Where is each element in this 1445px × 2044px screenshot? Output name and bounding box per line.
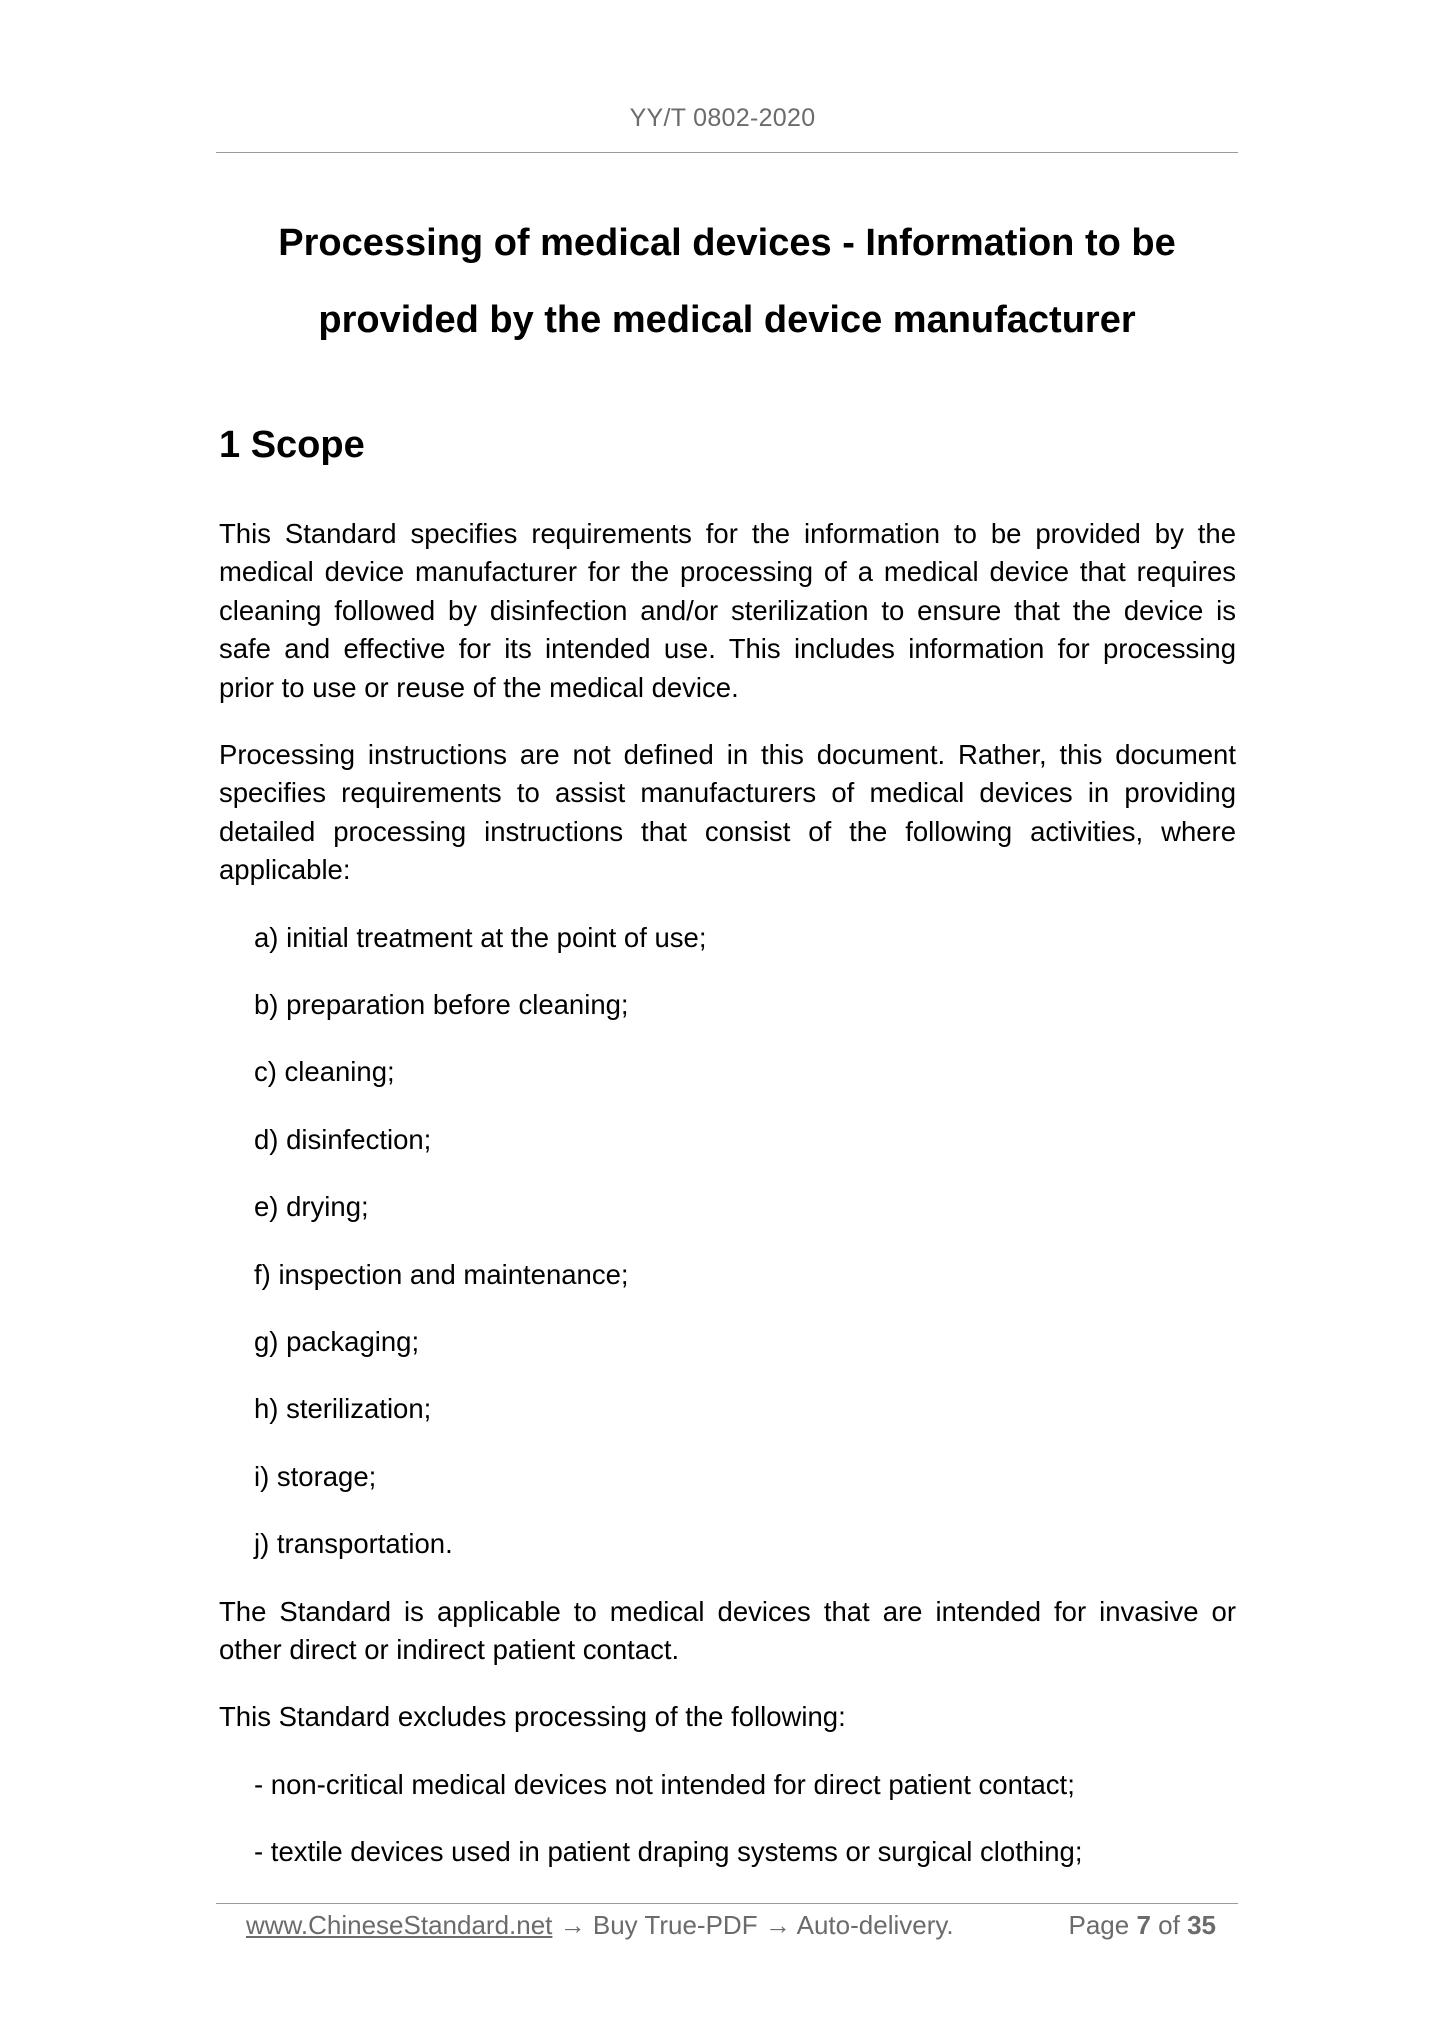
list-item: j) transportation.: [254, 1528, 453, 1560]
footer-divider: [216, 1903, 1238, 1904]
total-pages: 35: [1187, 1910, 1216, 1940]
document-code-header: YY/T 0802-2020: [629, 104, 816, 132]
current-page: 7: [1136, 1910, 1151, 1940]
of-label: of: [1158, 1910, 1180, 1940]
scope-paragraph-1: This Standard specifies requirements for the information to be provided by the medical device manufacturer for the processing of a medical device that requires cleaning followed by disinfection and/or sterilization to ensure that the device is safe and effective for its intended use. This includes information for processing prior to use or reuse of the medical device.: [219, 518, 1236, 703]
list-item: d) disinfection;: [254, 1123, 432, 1155]
list-item: - non-critical medical devices not intended for direct patient contact;: [254, 1768, 1075, 1800]
page-footer: [246, 1905, 1216, 1945]
scope-paragraph-4: This Standard excludes processing of the following:: [219, 1701, 846, 1733]
title-line-2: provided by the medical device manufacturer: [318, 299, 1136, 341]
list-item: i) storage;: [254, 1460, 377, 1492]
footer-promo: [246, 1905, 954, 1945]
arrow-right-icon: →: [559, 1910, 586, 1940]
list-item: - textile devices used in patient draping systems or surgical clothing;: [254, 1836, 1083, 1868]
list-item: a) initial treatment at the point of use;: [254, 921, 707, 953]
list-item: h) sterilization;: [254, 1393, 432, 1425]
list-item: g) packaging;: [254, 1326, 420, 1357]
site-link[interactable]: www.ChineseStandard.net: [246, 1910, 553, 1940]
list-item: e) drying;: [254, 1191, 369, 1223]
scope-paragraph-3: The Standard is applicable to medical devices that are intended for invasive or other direct or indirect patient contact.: [219, 1595, 1236, 1665]
arrow-right-icon: →: [764, 1910, 791, 1940]
title-line-1: Processing of medical devices - Information to be: [278, 222, 1176, 264]
section-heading-scope: 1 Scope: [219, 424, 365, 466]
list-item: c) cleaning;: [254, 1056, 395, 1088]
page-label: Page: [1068, 1910, 1130, 1940]
header-divider: [216, 152, 1238, 153]
exclusions-list: [219, 1766, 1236, 1872]
document-title: [216, 205, 1238, 359]
page-number: [1068, 1905, 1216, 1945]
list-item: b) preparation before cleaning;: [254, 989, 629, 1021]
buy-pdf-text: Buy True-PDF: [592, 1910, 758, 1940]
auto-delivery-text: Auto-delivery.: [796, 1910, 954, 1940]
activities-list: [219, 919, 1236, 1564]
list-item: f) inspection and maintenance;: [254, 1258, 629, 1290]
scope-paragraph-2: Processing instructions are not defined in this document. Rather, this document specifies requirements to assist manufacturers of medical devices in providing detailed processing instructions that consist of the following activities, where applicable:: [219, 739, 1236, 886]
section-body: [219, 515, 1236, 1901]
